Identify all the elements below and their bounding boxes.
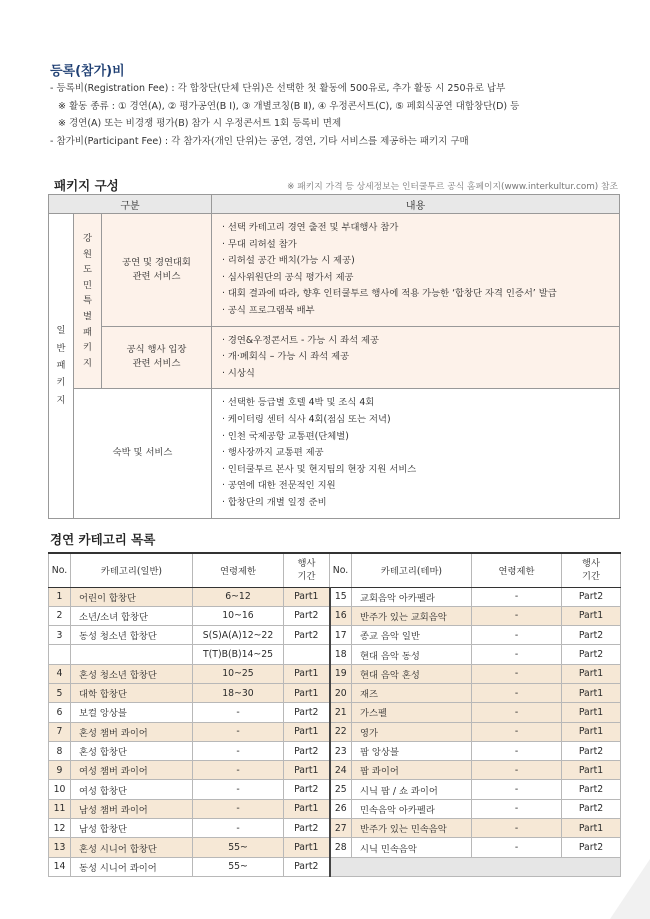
category-no: 21 [330, 703, 352, 722]
category-age: - [193, 761, 284, 780]
category-age: - [193, 703, 284, 722]
category-name: 남성 합창단 [71, 819, 193, 838]
category-part: Part1 [284, 683, 330, 702]
empty-cell [330, 857, 621, 876]
category-age: - [472, 761, 562, 780]
category-no: 5 [49, 683, 71, 702]
category-part: Part1 [284, 761, 330, 780]
category-age: - [193, 722, 284, 741]
package-row [49, 389, 620, 518]
category-age: 10~16 [193, 606, 284, 625]
category-name: 가스펠 [352, 703, 472, 722]
fee-waiver-line: ※ 경연(A) 또는 비경쟁 평가(B) 참가 시 우정콘서트 1회 등록비 면제 [58, 118, 342, 129]
package-item: · 케이터링 센터 식사 4회(점심 또는 저녁) [222, 413, 391, 425]
category-age: 55~ [193, 857, 284, 876]
category-age: - [472, 626, 562, 645]
package-category: 공연 및 경연대회 관련 서비스 [102, 214, 212, 327]
package-row [49, 214, 620, 327]
category-part: Part2 [284, 626, 330, 645]
category-no: 14 [49, 857, 71, 876]
category-no: 26 [330, 799, 352, 818]
category-part: Part2 [284, 741, 330, 760]
category-part: Part1 [284, 799, 330, 818]
package-item: · 선택한 등급별 호텔 4박 및 조식 4회 [222, 397, 375, 409]
category-part: Part2 [284, 819, 330, 838]
category-no: 22 [330, 722, 352, 741]
category-name: 팝 콰이어 [352, 761, 472, 780]
package-item: · 행사장까지 교통편 제공 [222, 447, 324, 459]
category-row [49, 722, 621, 741]
participant-fee-line: - 참가비(Participant Fee) : 각 참가자(개인 단위)는 공연, 경연, 기타 서비스를 제공하는 패키지 구매 [50, 135, 469, 147]
category-part: Part1 [562, 683, 621, 702]
category-row [49, 741, 621, 760]
category-name: 소년/소녀 합창단 [71, 606, 193, 625]
category-age: - [472, 664, 562, 683]
package-content [212, 389, 620, 518]
col-age-limit: 연령제한 [472, 553, 562, 587]
category-list-title: 경연 카테고리 목록 [50, 532, 156, 547]
category-name: 혼성 청소년 합창단 [71, 664, 193, 683]
category-part: Part1 [562, 761, 621, 780]
category-age: - [472, 722, 562, 741]
category-age: - [472, 683, 562, 702]
category-name: 남성 챔버 콰이어 [71, 799, 193, 818]
package-header-row [49, 195, 620, 214]
category-age: - [193, 799, 284, 818]
category-no: 13 [49, 838, 71, 857]
category-name: 시닉 민속음악 [352, 838, 472, 857]
category-no: 19 [330, 664, 352, 683]
category-part: Part1 [284, 587, 330, 606]
category-no: 27 [330, 819, 352, 838]
package-item: · 시상식 [222, 367, 255, 379]
category-part: Part2 [562, 799, 621, 818]
col-category-general: 카테고리(일반) [71, 553, 193, 587]
category-row [49, 799, 621, 818]
category-age: - [472, 819, 562, 838]
category-part: Part1 [562, 703, 621, 722]
page-corner-decoration [610, 859, 650, 919]
general-package-label: 일 반 패 키 지 [49, 214, 74, 519]
category-no: 28 [330, 838, 352, 857]
category-no: 18 [330, 645, 352, 664]
category-part: Part1 [562, 664, 621, 683]
category-row [49, 626, 621, 645]
category-name: 혼성 시니어 합창단 [71, 838, 193, 857]
category-name: 민속음악 아카펠라 [352, 799, 472, 818]
package-item: · 공식 프로그램북 배부 [222, 304, 315, 316]
category-header-row [49, 553, 621, 587]
col-no: No. [330, 553, 352, 587]
category-no: 2 [49, 606, 71, 625]
col-no: No. [49, 553, 71, 587]
category-row [49, 606, 621, 625]
category-part: Part1 [284, 722, 330, 741]
activity-types-line: ※ 활동 종류 : ① 경연(A), ② 평가공연(B Ⅰ), ③ 개별코칭(B Ⅱ), ④ 우정콘서트(C), ⑤ 페회식공연 대합창단(D) 등 [58, 100, 520, 112]
category-age: - [193, 780, 284, 799]
category-age: - [472, 741, 562, 760]
category-no: 23 [330, 741, 352, 760]
category-row [49, 683, 621, 702]
category-age: - [472, 587, 562, 606]
category-name [71, 645, 193, 664]
category-row [49, 587, 621, 606]
registration-lines [50, 80, 630, 150]
category-name: 반주가 있는 교회음악 [352, 606, 472, 625]
category-name: 보컬 앙상블 [71, 703, 193, 722]
package-row [49, 326, 620, 389]
category-age: - [472, 606, 562, 625]
category-part: Part2 [562, 645, 621, 664]
package-note: ※ 패키지 가격 등 상세정보는 인터쿨투르 공식 홈페이지(www.interkultur.com) 참조 [287, 182, 618, 192]
package-item: · 개·폐회식 – 가능 시 좌석 제공 [222, 351, 350, 363]
category-age: T(T)B(B)14~25 [193, 645, 284, 664]
gangwon-package-label: 강 원 도 민 특 별 패 키 지 [74, 214, 102, 389]
category-part: Part2 [562, 587, 621, 606]
category-part: Part1 [284, 838, 330, 857]
category-part: Part2 [284, 606, 330, 625]
category-name: 어린이 합창단 [71, 587, 193, 606]
category-age: 18~30 [193, 683, 284, 702]
category-no: 4 [49, 664, 71, 683]
category-part: Part2 [562, 780, 621, 799]
category-no: 16 [330, 606, 352, 625]
package-table [48, 194, 620, 519]
category-age: 55~ [193, 838, 284, 857]
category-row [49, 761, 621, 780]
category-name: 팝 앙상블 [352, 741, 472, 760]
category-age: - [472, 838, 562, 857]
category-row [49, 645, 621, 664]
category-row [49, 664, 621, 683]
category-age: - [472, 780, 562, 799]
category-name: 혼성 합창단 [71, 741, 193, 760]
package-item: · 합창단의 개별 일정 준비 [222, 496, 327, 508]
category-name: 현대 음악 동성 [352, 645, 472, 664]
package-category: 공식 행사 입장 관련 서비스 [102, 326, 212, 389]
category-age: S(S)A(A)12~22 [193, 626, 284, 645]
category-row [49, 857, 621, 876]
category-age: - [472, 645, 562, 664]
package-item: · 인천 국제공항 교통편(단체별) [222, 430, 349, 442]
category-name: 여성 챔버 콰이어 [71, 761, 193, 780]
category-name: 시닉 팝 / 쇼 콰이어 [352, 780, 472, 799]
package-item: · 무대 리허설 참가 [222, 238, 297, 250]
package-head-content: 내용 [212, 195, 620, 214]
category-no: 8 [49, 741, 71, 760]
package-item: · 리허설 공간 배치(가능 시 제공) [222, 255, 355, 267]
category-name: 혼성 챔버 콰이어 [71, 722, 193, 741]
category-no [49, 645, 71, 664]
col-period: 행사 기간 [562, 553, 621, 587]
category-age: - [193, 819, 284, 838]
package-item: · 대회 결과에 따라, 향후 인터쿨투르 행사에 적용 가능한 ‘합창단 자격 인증서’ 발급 [222, 288, 557, 300]
category-no: 1 [49, 587, 71, 606]
package-item: · 선택 카테고리 경연 출전 및 부대행사 참가 [222, 222, 399, 233]
col-period: 행사 기간 [284, 553, 330, 587]
category-name: 재즈 [352, 683, 472, 702]
category-no: 10 [49, 780, 71, 799]
category-part: Part1 [562, 722, 621, 741]
category-age: - [472, 799, 562, 818]
registration-title: 등록(참가)비 [50, 64, 125, 79]
package-item: · 인터쿨투르 본사 및 현지팀의 현장 지원 서비스 [222, 463, 417, 475]
package-content [212, 326, 620, 389]
category-part: Part2 [562, 741, 621, 760]
category-age: - [472, 703, 562, 722]
category-name: 동성 시니어 콰이어 [71, 857, 193, 876]
category-no: 25 [330, 780, 352, 799]
category-name: 교회음악 아카펠라 [352, 587, 472, 606]
category-no: 15 [330, 587, 352, 606]
col-category-theme: 카테고리(테마) [352, 553, 472, 587]
category-no: 11 [49, 799, 71, 818]
package-title: 패키지 구성 [54, 178, 119, 193]
package-item: · 심사위원단의 공식 평가서 제공 [222, 271, 354, 283]
category-name: 영가 [352, 722, 472, 741]
category-age: - [193, 741, 284, 760]
category-row [49, 838, 621, 857]
category-part: Part1 [284, 664, 330, 683]
category-no: 24 [330, 761, 352, 780]
category-part: Part1 [562, 819, 621, 838]
category-name: 종교 음악 일반 [352, 626, 472, 645]
package-item: · 공연에 대한 전문적인 지원 [222, 480, 336, 492]
registration-fee-line: - 등록비(Registration Fee) : 각 합창단(단체 단위)은 선택한 첫 활동에 500유로, 추가 활동 시 250유로 납부 [50, 83, 506, 94]
package-content [212, 214, 620, 327]
category-row [49, 819, 621, 838]
category-name: 동성 청소년 합창단 [71, 626, 193, 645]
category-name: 반주가 있는 민속음악 [352, 819, 472, 838]
category-part [284, 645, 330, 664]
category-no: 17 [330, 626, 352, 645]
category-part: Part2 [284, 857, 330, 876]
category-part: Part1 [562, 606, 621, 625]
package-category: 숙박 및 서비스 [74, 389, 212, 518]
category-row [49, 703, 621, 722]
category-part: Part2 [284, 780, 330, 799]
category-table [48, 552, 621, 877]
category-age: 6~12 [193, 587, 284, 606]
category-no: 12 [49, 819, 71, 838]
category-age: 10~25 [193, 664, 284, 683]
category-name: 대학 합창단 [71, 683, 193, 702]
category-part: Part2 [562, 626, 621, 645]
category-no: 3 [49, 626, 71, 645]
category-part: Part2 [284, 703, 330, 722]
category-row [49, 780, 621, 799]
category-no: 6 [49, 703, 71, 722]
category-name: 여성 합창단 [71, 780, 193, 799]
category-part: Part2 [562, 838, 621, 857]
package-item: · 경연&우정콘서트 - 가능 시 좌석 제공 [222, 334, 380, 346]
package-head-category: 구분 [49, 195, 212, 214]
category-name: 현대 음악 혼성 [352, 664, 472, 683]
category-no: 9 [49, 761, 71, 780]
col-age-limit: 연령제한 [193, 553, 284, 587]
category-no: 20 [330, 683, 352, 702]
category-no: 7 [49, 722, 71, 741]
